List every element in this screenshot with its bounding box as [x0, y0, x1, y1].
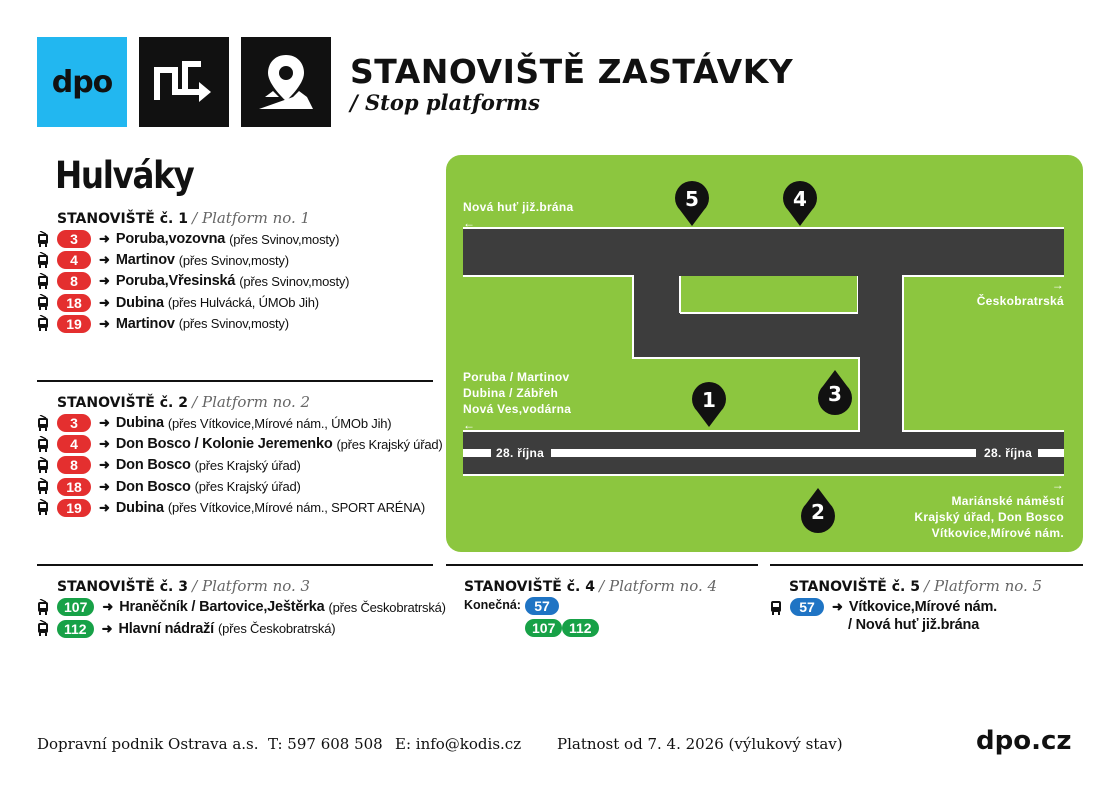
platform-4-label: STANOVIŠTĚ č. 4	[464, 579, 595, 595]
line-badge: 8	[57, 272, 91, 290]
upper-road	[463, 228, 1064, 276]
line-badge: 4	[57, 251, 91, 269]
departure-row	[770, 597, 997, 617]
footer-company: Dopravní podnik Ostrava a.s.	[37, 735, 259, 753]
destination: Dubina	[115, 499, 164, 516]
arrow-icon: ➜	[99, 252, 110, 268]
page-title: STANOVIŠTĚ ZASTÁVKY	[350, 52, 794, 91]
destination: Don Bosco / Kolonie Jeremenko	[115, 436, 333, 453]
via-note: (přes Svinov,mosty)	[229, 231, 340, 247]
tram-icon	[37, 499, 49, 516]
platform-3-label-en: / Platform no. 3	[192, 577, 311, 595]
map-label-west: Poruba / Martinov Dubina / Zábřeh Nová Ves,vodárna ←	[463, 370, 572, 432]
departure-row	[37, 477, 301, 497]
destination: Hlavní nádraží	[118, 620, 215, 637]
marker-number: 1	[702, 388, 716, 412]
departure-row	[37, 229, 339, 249]
vertical-road	[858, 276, 903, 431]
platform-marker-5	[672, 180, 712, 228]
line-badge: 57	[790, 598, 824, 616]
arrow-icon: ➜	[102, 599, 114, 614]
platform-4-label-en: / Platform no. 4	[599, 577, 718, 595]
destination: Don Bosco	[115, 478, 191, 495]
line-badge: 3	[57, 414, 91, 432]
map-label-east: → Mariánské náměstí Krajský úřad, Don Bosco Vítkovice,Mírové nám.	[914, 478, 1064, 540]
via-note: (přes Svinov,mosty)	[178, 316, 289, 332]
arrow-icon: ➜	[99, 315, 110, 331]
marker-number: 4	[793, 187, 807, 211]
footer-phone: T: 597 608 508	[268, 735, 383, 753]
arrow-icon: ➜	[99, 499, 110, 515]
departure-row	[37, 250, 289, 270]
platform-marker-1	[689, 381, 729, 429]
divider	[770, 564, 1083, 566]
tram-icon	[37, 315, 49, 332]
divider	[37, 564, 433, 566]
map-pin-icon	[241, 37, 331, 127]
departure-row	[37, 619, 335, 639]
street-name-right: 28. října	[984, 446, 1033, 460]
departure-row	[37, 455, 301, 475]
line-badge: 107	[525, 619, 562, 637]
platform-marker-4	[780, 180, 820, 228]
via-note: (přes Krajský úřad)	[194, 479, 301, 495]
divider	[37, 380, 433, 382]
dpo-logo	[37, 37, 127, 127]
platform-2-label: STANOVIŠTĚ č. 2	[57, 395, 188, 411]
footer-email: E: info@kodis.cz	[395, 735, 522, 753]
tram-icon	[37, 231, 49, 248]
departure-row	[37, 271, 349, 291]
footer-validity: Platnost od 7. 4. 2026 (výlukový stav)	[557, 735, 843, 753]
marker-number: 5	[685, 187, 699, 211]
platform-2-label-en: / Platform no. 2	[192, 393, 311, 411]
destination: Poruba,Vřesinská	[115, 273, 236, 290]
platform-1-heading	[57, 209, 310, 227]
destination: Martinov	[115, 252, 175, 269]
platform-map	[446, 155, 1083, 552]
platform-2-heading	[57, 393, 310, 411]
platform-3-label: STANOVIŠTĚ č. 3	[57, 579, 188, 595]
map-label-ceskobratrska: → Českobratrská	[976, 278, 1064, 308]
tram-icon	[37, 457, 49, 474]
arrow-icon: ➜	[99, 231, 110, 246]
arrow-icon: ➜	[99, 273, 110, 289]
destination: Poruba,vozovna	[115, 231, 226, 247]
tram-icon	[37, 620, 49, 637]
via-note: (přes Svinov,mosty)	[239, 273, 350, 289]
tram-icon	[37, 599, 49, 616]
departure-row	[37, 314, 289, 334]
via-note: (přes Krajský úřad)	[194, 457, 301, 473]
line-badge: 3	[57, 230, 91, 248]
tram-icon	[37, 415, 49, 432]
platform-marker-2	[798, 486, 838, 534]
tram-icon	[37, 478, 49, 495]
terminal-label: Konečná:	[464, 598, 521, 612]
platform-1-label-en: / Platform no. 1	[192, 209, 311, 227]
arrow-icon: ➜	[99, 436, 110, 452]
line-badge: 57	[525, 597, 559, 615]
line-badge: 112	[57, 620, 94, 638]
via-note: (přes Vítkovice,Mírové nám., SPORT ARÉNA)	[167, 500, 426, 516]
platform-marker-3	[815, 368, 855, 416]
platform-4-heading	[464, 577, 717, 595]
line-badge: 19	[57, 315, 91, 333]
line-badge: 18	[57, 294, 91, 312]
via-note: (přes Českobratrská)	[328, 599, 446, 615]
platform-5-heading	[789, 577, 1042, 595]
marker-number: 2	[811, 500, 825, 524]
arrow-icon: ➜	[832, 599, 843, 614]
via-note: (přes Krajský úřad)	[336, 436, 443, 452]
divider	[446, 564, 758, 566]
destination: Martinov	[115, 315, 175, 332]
tram-icon	[37, 273, 49, 290]
departure-row	[37, 434, 443, 454]
destination: / Nová huť již.brána	[848, 617, 980, 633]
platform-5-label: STANOVIŠTĚ č. 5	[789, 579, 920, 595]
arrow-icon: ➜	[101, 620, 113, 636]
departure-row	[37, 597, 446, 617]
destination: Don Bosco	[115, 457, 191, 474]
tram-icon	[37, 294, 49, 311]
platform-3-heading	[57, 577, 310, 595]
departure-row	[37, 293, 319, 313]
destination: Hraněčník / Bartovice,Ještěrka	[119, 599, 325, 615]
bus-icon	[770, 599, 782, 616]
transfer-icon	[139, 37, 229, 127]
tram-icon	[37, 252, 49, 269]
via-note: (přes Českobratrská)	[218, 621, 336, 636]
page-subtitle: / Stop platforms	[350, 90, 540, 115]
departure-row	[37, 498, 425, 518]
via-note: (přes Hulvácká, ÚMOb Jih)	[167, 295, 319, 311]
arrow-icon: ➜	[99, 294, 110, 310]
platform-1-label: STANOVIŠTĚ č. 1	[57, 211, 188, 227]
marker-number: 3	[828, 382, 842, 406]
stop-name: Hulváky	[55, 154, 194, 197]
destination: Dubina	[115, 415, 164, 431]
map-label-nova-hut: Nová huť již.brána ←	[463, 200, 574, 230]
platform-5-label-en: / Platform no. 5	[924, 577, 1043, 595]
line-badge: 4	[57, 435, 91, 453]
dpo-logo-text: dpo	[51, 64, 113, 100]
arrow-icon: ➜	[99, 457, 110, 473]
footer-web: dpo.cz	[976, 726, 1072, 756]
departure-row	[37, 413, 391, 433]
street-name-left: 28. října	[496, 446, 545, 460]
line-badge: 8	[57, 456, 91, 474]
tram-icon	[37, 436, 49, 453]
destination: Vítkovice,Mírové nám.	[848, 599, 998, 615]
line-badge: 107	[57, 598, 94, 616]
via-note: (přes Vítkovice,Mírové nám., ÚMOb Jih)	[167, 415, 392, 431]
arrow-icon: ➜	[99, 478, 110, 494]
destination: Dubina	[115, 294, 164, 311]
line-badge: 19	[57, 499, 91, 517]
line-badge: 18	[57, 478, 91, 496]
via-note: (přes Svinov,mosty)	[178, 252, 289, 268]
line-badge: 112	[562, 619, 599, 637]
arrow-icon: ➜	[99, 415, 110, 430]
